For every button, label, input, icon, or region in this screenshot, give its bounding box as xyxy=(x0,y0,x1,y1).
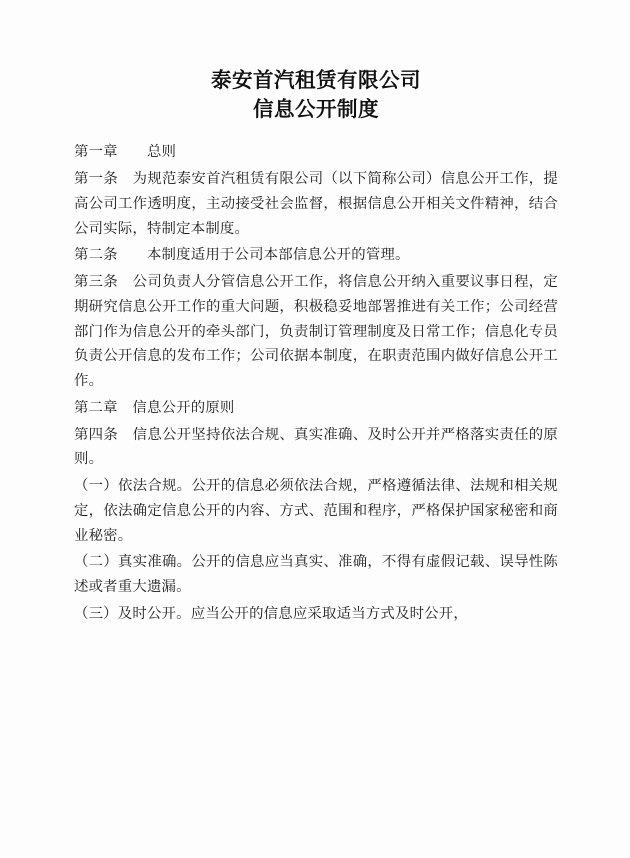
document-body xyxy=(74,140,558,627)
principle-item-1: （一）依法合规。公开的信息必须依法合规，严格遵循法律、法规和相关规定，依法确定信息公开的内容、方式、范围和程序，严格保护国家秘密和商业秘密。 xyxy=(74,478,558,544)
chapter-heading-1: 第一章 总则 xyxy=(74,144,177,161)
chapter-heading-2: 第二章 信息公开的原则 xyxy=(74,399,235,416)
article-4: 第四条 信息公开坚持依法合规、真实准确、及时公开并严格落实责任的原则。 xyxy=(74,426,558,468)
principle-item-2: （二）真实准确。公开的信息应当真实、准确，不得有虚假记载、误导性陈述或者重大遗漏。 xyxy=(74,554,558,596)
article-1: 第一条 为规范泰安首汽租赁有限公司（以下简称公司）信息公开工作，提高公司工作透明度，主动接受社会监督，根据信息公开相关文件精神，结合公司实际，特制定本制度。 xyxy=(74,170,558,237)
page-title xyxy=(74,66,558,124)
title-line-2: 信息公开制度 xyxy=(253,97,379,122)
title-line-1: 泰安首汽租赁有限公司 xyxy=(211,68,421,92)
article-3: 第三条 公司负责人分管信息公开工作，将信息公开纳入重要议事日程，定期研究信息公开工作的重大问题，积极稳妥地部署推进有关工作；公司经营部门作为信息公开的牵头部门，负责制订管理制度及日常工作；信息化专员负责公开信息的发布工作；公司依据本制度，在职责范围内做好信息公开工作。 xyxy=(74,274,558,390)
principle-item-3: （三）及时公开。应当公开的信息应采取适当方式及时公开， xyxy=(74,606,468,622)
article-2: 第二条 本制度适用于公司本部信息公开的管理。 xyxy=(74,247,410,264)
